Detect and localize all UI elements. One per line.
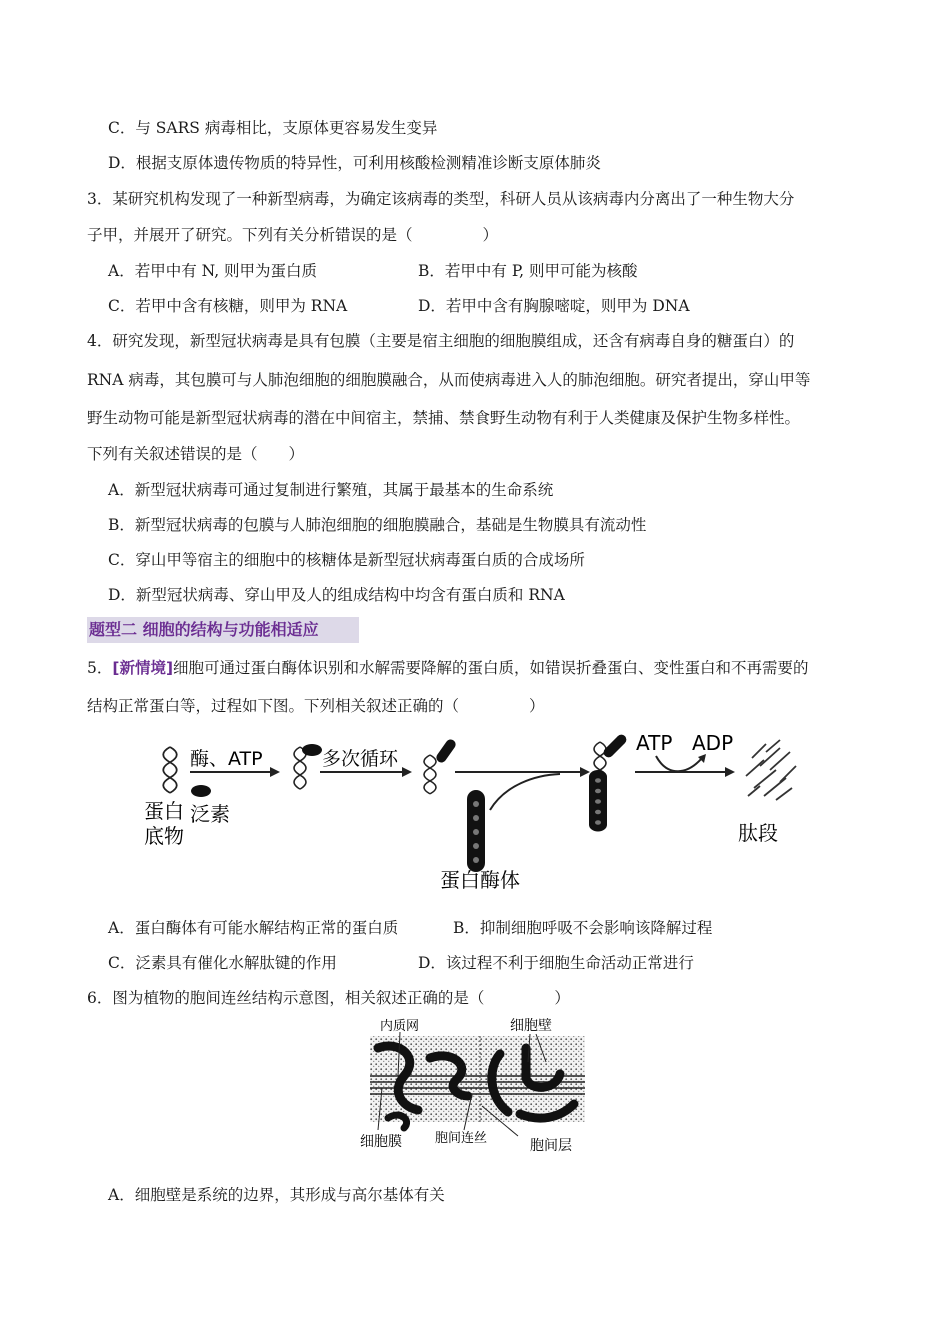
label-substrate-1: 蛋白 bbox=[144, 799, 184, 823]
q3-option-c: C．若甲中含有核糖，则甲为 RNA bbox=[108, 297, 348, 315]
label-substrate-2: 底物 bbox=[144, 824, 184, 848]
q5-option-c: C．泛素具有催化水解肽键的作用 bbox=[108, 954, 337, 972]
ubiquitin-chain-icon bbox=[302, 744, 322, 756]
label-multi-cycle: 多次循环 bbox=[322, 748, 399, 770]
q5-option-b: B．抑制细胞呼吸不会影响该降解过程 bbox=[453, 919, 713, 937]
ubiquitin-icon bbox=[191, 785, 211, 797]
q5-stem-line1: 5．[新情境]细胞可通过蛋白酶体识别和水解需要降解的蛋白质，如错误折叠蛋白、变性蛋白和不再需要的 bbox=[87, 659, 809, 677]
q4-stem-line1: 4．研究发现，新型冠状病毒是具有包膜（主要是宿主细胞的细胞膜组成，还含有病毒自身的糖蛋白）的 bbox=[87, 332, 795, 350]
proteasome-icon bbox=[467, 790, 485, 872]
label-proteasome: 蛋白酶体 bbox=[440, 868, 520, 892]
label-atp: ATP bbox=[636, 731, 673, 755]
q5-option-d: D．该过程不利于细胞生命活动正常进行 bbox=[418, 954, 694, 972]
q4-stem-line4: 下列有关叙述错误的是（ ） bbox=[87, 445, 305, 463]
q5-stem-line2: 结构正常蛋白等，过程如下图。下列相关叙述正确的（ ） bbox=[87, 697, 545, 715]
q2-option-d: D．根据支原体遗传物质的特异性，可利用核酸检测精准诊断支原体肺炎 bbox=[108, 154, 601, 172]
label-enzyme-atp: 酶、ATP bbox=[190, 748, 263, 770]
new-context-tag: [新情境] bbox=[112, 659, 174, 677]
section-title: 题型二 细胞的结构与功能相适应 bbox=[89, 620, 319, 639]
q3-option-b: B．若甲中有 P, 则甲可能为核酸 bbox=[418, 262, 638, 280]
label-middle-lamella: 胞间层 bbox=[530, 1138, 572, 1153]
q4-option-b: B．新型冠状病毒的包膜与人肺泡细胞的细胞膜融合，基础是生物膜具有流动性 bbox=[108, 516, 647, 534]
label-adp: ADP bbox=[692, 731, 734, 755]
q4-stem-line3: 野生动物可能是新型冠状病毒的潜在中间宿主，禁捕、禁食野生动物有利于人类健康及保护生物多样性。 bbox=[87, 409, 801, 427]
q3-option-d: D．若甲中含有胸腺嘧啶，则甲为 DNA bbox=[418, 297, 690, 315]
proteasome-figure bbox=[140, 730, 810, 895]
label-peptide: 肽段 bbox=[738, 821, 778, 845]
proteasome-complex-icon bbox=[589, 770, 607, 832]
label-cell-wall: 细胞壁 bbox=[510, 1018, 552, 1034]
q6-option-a: A．细胞壁是系统的边界，其形成与高尔基体有关 bbox=[108, 1186, 445, 1204]
q4-stem-line2: RNA 病毒，其包膜可与人肺泡细胞的细胞膜融合，从而使病毒进入人的肺泡细胞。研究者提出，穿山甲等 bbox=[87, 371, 811, 389]
q4-option-c: C．穿山甲等宿主的细胞中的核糖体是新型冠状病毒蛋白质的合成场所 bbox=[108, 551, 585, 569]
q6-stem: 6．图为植物的胞间连丝结构示意图，相关叙述正确的是（ ） bbox=[87, 989, 570, 1007]
peptide-fragments-icon bbox=[746, 740, 796, 800]
section-heading bbox=[87, 617, 359, 643]
q3-stem-line2: 子甲，并展开了研究。下列有关分析错误的是（ ） bbox=[87, 226, 499, 244]
q4-option-a: A．新型冠状病毒可通过复制进行繁殖，其属于最基本的生命系统 bbox=[108, 481, 554, 499]
q4-option-d: D．新型冠状病毒、穿山甲及人的组成结构中均含有蛋白质和 RNA bbox=[108, 586, 565, 604]
label-er: 内质网 bbox=[380, 1019, 420, 1034]
q5-option-a: A．蛋白酶体有可能水解结构正常的蛋白质 bbox=[108, 919, 399, 937]
plasmodesma-figure bbox=[360, 1018, 590, 1153]
label-ubiquitin: 泛素 bbox=[190, 802, 230, 826]
label-plasmodesma: 胞间连丝 bbox=[435, 1131, 488, 1146]
label-cell-membrane: 细胞膜 bbox=[360, 1134, 402, 1150]
substrate-protein-icon bbox=[163, 747, 177, 793]
q3-option-a: A．若甲中有 N, 则甲为蛋白质 bbox=[108, 262, 318, 280]
q3-stem-line1: 3．某研究机构发现了一种新型病毒，为确定该病毒的类型，科研人员从该病毒内分离出了一种生物大分 bbox=[87, 190, 795, 208]
q2-option-c: C．与 SARS 病毒相比，支原体更容易发生变异 bbox=[108, 119, 438, 137]
